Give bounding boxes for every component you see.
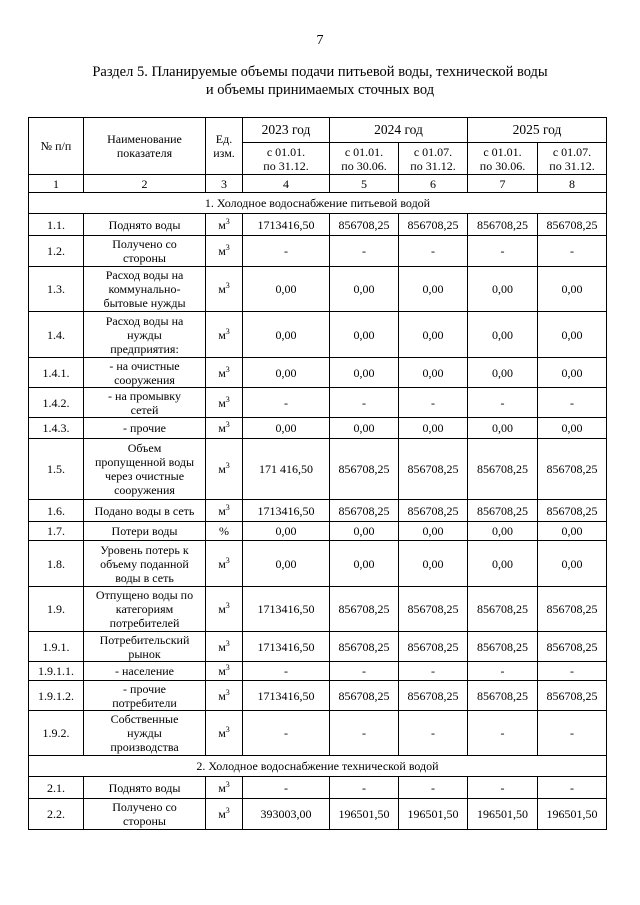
row-value: 0,00 bbox=[243, 312, 330, 358]
row-value: - bbox=[399, 236, 468, 267]
row-value: 856708,25 bbox=[399, 214, 468, 236]
row-number: 1.2. bbox=[29, 236, 84, 267]
unit-text: м bbox=[218, 462, 226, 476]
row-name bbox=[84, 388, 206, 418]
row-value: 0,00 bbox=[538, 267, 607, 312]
row-value: 0,00 bbox=[538, 418, 607, 439]
row-value: 0,00 bbox=[468, 418, 538, 439]
row-value: 856708,25 bbox=[330, 632, 399, 662]
row-number: 1.9. bbox=[29, 587, 84, 632]
row-value: 196501,50 bbox=[399, 799, 468, 830]
unit-text: м bbox=[218, 421, 226, 435]
row-value: 196501,50 bbox=[330, 799, 399, 830]
unit-text: м bbox=[218, 639, 226, 654]
table-row bbox=[29, 267, 607, 312]
row-value: 856708,25 bbox=[330, 500, 399, 522]
row-value: 0,00 bbox=[330, 418, 399, 439]
column-number: 7 bbox=[468, 175, 538, 193]
row-number: 1.4.1. bbox=[29, 358, 84, 388]
table-row bbox=[29, 312, 607, 358]
row-name-line: сооружения bbox=[114, 483, 175, 497]
row-value: 856708,25 bbox=[399, 681, 468, 711]
row-value: 856708,25 bbox=[468, 500, 538, 522]
header-period: с 01.01. по 30.06. bbox=[330, 143, 399, 175]
row-number: 1.9.1.1. bbox=[29, 662, 84, 681]
column-number: 2 bbox=[84, 175, 206, 193]
column-number: 4 bbox=[243, 175, 330, 193]
row-value: - bbox=[330, 711, 399, 756]
unit-superscript: 3 bbox=[225, 364, 230, 374]
row-unit bbox=[206, 587, 243, 632]
column-number: 3 bbox=[206, 175, 243, 193]
row-name-line: нужды bbox=[127, 327, 162, 342]
row-value: 856708,25 bbox=[538, 587, 607, 632]
row-value: 856708,25 bbox=[399, 632, 468, 662]
unit-superscript: 3 bbox=[225, 243, 230, 252]
header-period: с 01.07. по 31.12. bbox=[399, 143, 468, 175]
row-name-line: через очистные bbox=[104, 469, 185, 483]
row-name-line: Объем bbox=[127, 441, 162, 455]
unit-text: м bbox=[218, 664, 226, 678]
column-number-row bbox=[29, 175, 607, 193]
row-number: 1.8. bbox=[29, 541, 84, 587]
row-value: 0,00 bbox=[399, 541, 468, 587]
table-row bbox=[29, 522, 607, 541]
row-name bbox=[84, 418, 206, 439]
row-number: 1.3. bbox=[29, 267, 84, 312]
page-title bbox=[0, 63, 640, 99]
row-name-line: - прочие bbox=[123, 681, 166, 696]
row-name-line: пропущенной воды bbox=[94, 455, 195, 469]
row-name-line: стороны bbox=[123, 814, 166, 828]
row-value: 0,00 bbox=[468, 267, 538, 312]
column-number: 1 bbox=[29, 175, 84, 193]
row-value: 856708,25 bbox=[468, 632, 538, 662]
row-value: 0,00 bbox=[330, 358, 399, 388]
unit-text: м bbox=[218, 327, 226, 342]
unit-text: м bbox=[218, 282, 226, 296]
row-unit bbox=[206, 312, 243, 358]
header-year-2025: 2025 год bbox=[468, 118, 607, 143]
unit-superscript: 3 bbox=[225, 638, 230, 648]
row-name bbox=[84, 358, 206, 388]
row-value: 0,00 bbox=[468, 522, 538, 541]
row-name-line: сетей bbox=[130, 402, 159, 417]
row-name bbox=[84, 799, 206, 830]
row-value: 0,00 bbox=[243, 522, 330, 541]
row-name-line: - на очистные bbox=[109, 358, 180, 373]
unit-superscript: 3 bbox=[225, 281, 230, 290]
table-row bbox=[29, 418, 607, 439]
row-name bbox=[84, 500, 206, 522]
row-value: 856708,25 bbox=[330, 214, 399, 236]
row-value: 0,00 bbox=[399, 522, 468, 541]
row-value: - bbox=[243, 236, 330, 267]
row-name-line: предприятия: bbox=[110, 341, 179, 356]
row-number: 1.1. bbox=[29, 214, 84, 236]
row-value: 1713416,50 bbox=[243, 214, 330, 236]
row-name bbox=[84, 662, 206, 681]
row-unit bbox=[206, 439, 243, 500]
row-value: 0,00 bbox=[243, 358, 330, 388]
row-number: 2.1. bbox=[29, 777, 84, 799]
header-year-2023: 2023 год bbox=[243, 118, 330, 143]
row-name-line: Поднято воды bbox=[108, 217, 181, 232]
row-name-line: - на промывку bbox=[108, 388, 181, 403]
unit-superscript: 3 bbox=[225, 394, 230, 404]
column-number: 6 bbox=[399, 175, 468, 193]
title-line-1: Раздел 5. Планируемые объемы подачи питьевой воды, технической воды bbox=[92, 64, 548, 80]
row-value: - bbox=[538, 711, 607, 756]
row-value: 0,00 bbox=[243, 541, 330, 587]
row-value: 0,00 bbox=[468, 312, 538, 358]
row-unit bbox=[206, 632, 243, 662]
row-value: 856708,25 bbox=[468, 681, 538, 711]
unit-text: м bbox=[218, 244, 226, 258]
header-unit: Ед. изм. bbox=[206, 118, 243, 175]
row-name-line: объему поданной bbox=[100, 556, 189, 571]
row-name-line: Отпущено воды по bbox=[95, 588, 194, 602]
row-number: 1.9.2. bbox=[29, 711, 84, 756]
header-row-years bbox=[29, 118, 607, 143]
row-value: 856708,25 bbox=[330, 439, 399, 500]
unit-text: м bbox=[218, 503, 226, 518]
row-number: 1.6. bbox=[29, 500, 84, 522]
row-value: 856708,25 bbox=[399, 500, 468, 522]
unit-superscript: 3 bbox=[225, 461, 230, 470]
water-volumes-table bbox=[28, 117, 607, 830]
row-name-line: стороны bbox=[123, 251, 166, 265]
row-value: - bbox=[243, 388, 330, 418]
row-name-line: Подано воды в сеть bbox=[94, 503, 195, 518]
header-name: Наименование показателя bbox=[84, 118, 206, 175]
table-row bbox=[29, 681, 607, 711]
row-name-line: - прочие bbox=[123, 421, 166, 435]
row-name-line: рынок bbox=[128, 646, 161, 661]
table-row bbox=[29, 777, 607, 799]
row-value: 856708,25 bbox=[399, 439, 468, 500]
row-name-line: производства bbox=[110, 740, 179, 754]
unit-text: м bbox=[218, 726, 226, 740]
header-period: с 01.01. по 30.06. bbox=[468, 143, 538, 175]
row-value: 856708,25 bbox=[538, 214, 607, 236]
row-value: 0,00 bbox=[538, 522, 607, 541]
table-row bbox=[29, 711, 607, 756]
row-value: - bbox=[468, 236, 538, 267]
row-unit bbox=[206, 358, 243, 388]
row-name-line: сооружения bbox=[114, 372, 175, 387]
row-value: - bbox=[399, 711, 468, 756]
row-value: 856708,25 bbox=[468, 587, 538, 632]
row-value: 393003,00 bbox=[243, 799, 330, 830]
row-unit bbox=[206, 777, 243, 799]
row-value: 0,00 bbox=[399, 312, 468, 358]
header-period: с 01.07. по 31.12. bbox=[538, 143, 607, 175]
row-name bbox=[84, 632, 206, 662]
row-number: 1.4.2. bbox=[29, 388, 84, 418]
table-row bbox=[29, 587, 607, 632]
section-title: 1. Холодное водоснабжение питьевой водой bbox=[29, 193, 607, 214]
row-name-line: Потери воды bbox=[111, 524, 178, 538]
row-value: 856708,25 bbox=[538, 632, 607, 662]
row-name-line: Собственные bbox=[110, 712, 179, 726]
row-name bbox=[84, 439, 206, 500]
row-value: 0,00 bbox=[538, 358, 607, 388]
row-value: 171 416,50 bbox=[243, 439, 330, 500]
unit-text: м bbox=[218, 217, 226, 232]
row-unit bbox=[206, 711, 243, 756]
row-name-line: - население bbox=[114, 664, 175, 678]
row-unit bbox=[206, 418, 243, 439]
unit-superscript: 3 bbox=[225, 663, 230, 672]
row-value: 0,00 bbox=[243, 418, 330, 439]
row-value: 0,00 bbox=[330, 522, 399, 541]
row-value: - bbox=[330, 388, 399, 418]
row-unit bbox=[206, 267, 243, 312]
table-row bbox=[29, 632, 607, 662]
row-unit bbox=[206, 388, 243, 418]
unit-superscript: 3 bbox=[225, 687, 230, 697]
unit-text: м bbox=[218, 395, 226, 410]
unit-text: м bbox=[218, 602, 226, 616]
column-number: 5 bbox=[330, 175, 399, 193]
row-name bbox=[84, 541, 206, 587]
row-value: 856708,25 bbox=[330, 681, 399, 711]
row-value: 856708,25 bbox=[468, 439, 538, 500]
row-value: - bbox=[243, 662, 330, 681]
section-header-row bbox=[29, 756, 607, 777]
table-row bbox=[29, 662, 607, 681]
unit-superscript: 3 bbox=[225, 806, 230, 815]
row-value: 0,00 bbox=[399, 358, 468, 388]
section-title: 2. Холодное водоснабжение технической водой bbox=[29, 756, 607, 777]
row-value: 0,00 bbox=[468, 541, 538, 587]
row-value: 0,00 bbox=[330, 312, 399, 358]
unit-text: м bbox=[218, 807, 226, 821]
row-value: 0,00 bbox=[468, 358, 538, 388]
row-name bbox=[84, 587, 206, 632]
table-row bbox=[29, 388, 607, 418]
section-header-row bbox=[29, 193, 607, 214]
row-number: 1.4.3. bbox=[29, 418, 84, 439]
row-name-line: потребители bbox=[112, 695, 177, 710]
row-name bbox=[84, 236, 206, 267]
unit-superscript: 3 bbox=[225, 725, 230, 734]
unit-text: м bbox=[218, 556, 226, 571]
row-value: - bbox=[468, 777, 538, 799]
row-name-line: Расход воды на bbox=[105, 268, 184, 282]
title-line-2: и объемы принимаемых сточных вод bbox=[205, 82, 435, 98]
row-unit bbox=[206, 541, 243, 587]
table-row bbox=[29, 500, 607, 522]
row-value: - bbox=[243, 711, 330, 756]
header-period: с 01.01. по 31.12. bbox=[243, 143, 330, 175]
row-number: 1.4. bbox=[29, 312, 84, 358]
row-name bbox=[84, 312, 206, 358]
row-value: 1713416,50 bbox=[243, 500, 330, 522]
page-number: 7 bbox=[316, 33, 324, 48]
unit-superscript: 3 bbox=[225, 601, 230, 610]
row-value: 0,00 bbox=[538, 312, 607, 358]
header-year-2024: 2024 год bbox=[330, 118, 468, 143]
unit-text: м bbox=[218, 365, 226, 380]
row-name-line: Получено со bbox=[112, 800, 177, 814]
row-value: 196501,50 bbox=[468, 799, 538, 830]
row-name-line: Уровень потерь к bbox=[100, 542, 189, 557]
row-number: 1.9.1.2. bbox=[29, 681, 84, 711]
row-number: 1.7. bbox=[29, 522, 84, 541]
row-value: - bbox=[538, 662, 607, 681]
row-value: - bbox=[330, 777, 399, 799]
unit-superscript: 3 bbox=[225, 216, 230, 226]
row-value: - bbox=[399, 388, 468, 418]
row-number: 2.2. bbox=[29, 799, 84, 830]
column-number: 8 bbox=[538, 175, 607, 193]
row-value: - bbox=[538, 236, 607, 267]
row-name-line: Расход воды на bbox=[105, 313, 184, 328]
row-unit bbox=[206, 214, 243, 236]
row-name bbox=[84, 711, 206, 756]
row-value: - bbox=[330, 662, 399, 681]
row-value: - bbox=[399, 777, 468, 799]
table-row bbox=[29, 439, 607, 500]
table-row bbox=[29, 358, 607, 388]
row-name-line: Поднято воды bbox=[108, 780, 181, 795]
row-name bbox=[84, 681, 206, 711]
row-number: 1.5. bbox=[29, 439, 84, 500]
row-unit bbox=[206, 799, 243, 830]
row-value: 856708,25 bbox=[330, 587, 399, 632]
row-value: - bbox=[468, 388, 538, 418]
unit-superscript: 3 bbox=[225, 779, 230, 789]
row-value: 0,00 bbox=[399, 418, 468, 439]
row-value: - bbox=[468, 662, 538, 681]
row-name-line: потребителей bbox=[109, 616, 180, 630]
row-value: 1713416,50 bbox=[243, 632, 330, 662]
row-value: - bbox=[243, 777, 330, 799]
unit-text: м bbox=[218, 688, 226, 703]
row-unit bbox=[206, 522, 243, 541]
row-name-line: Потребительский bbox=[99, 632, 190, 647]
unit-superscript: 3 bbox=[225, 555, 230, 565]
row-number: 1.9.1. bbox=[29, 632, 84, 662]
row-name bbox=[84, 777, 206, 799]
unit-text: м bbox=[218, 780, 226, 795]
row-name bbox=[84, 214, 206, 236]
row-value: - bbox=[399, 662, 468, 681]
row-unit bbox=[206, 236, 243, 267]
row-value: - bbox=[538, 388, 607, 418]
row-value: 0,00 bbox=[330, 541, 399, 587]
row-value: - bbox=[538, 777, 607, 799]
row-value: 0,00 bbox=[330, 267, 399, 312]
row-value: 0,00 bbox=[538, 541, 607, 587]
row-name-line: категориям bbox=[115, 602, 174, 616]
row-value: 856708,25 bbox=[468, 214, 538, 236]
row-name-line: нужды bbox=[127, 726, 162, 740]
table-row bbox=[29, 541, 607, 587]
row-value: 196501,50 bbox=[538, 799, 607, 830]
row-value: 856708,25 bbox=[399, 587, 468, 632]
row-value: 0,00 bbox=[399, 267, 468, 312]
table-row bbox=[29, 236, 607, 267]
row-name-line: коммунально- bbox=[108, 282, 181, 296]
row-name-line: Получено со bbox=[112, 237, 177, 251]
header-num: № п/п bbox=[29, 118, 84, 175]
table-row bbox=[29, 799, 607, 830]
unit-superscript: 3 bbox=[225, 502, 230, 512]
row-name bbox=[84, 522, 206, 541]
unit-superscript: 3 bbox=[225, 420, 230, 429]
row-value: 1713416,50 bbox=[243, 587, 330, 632]
row-name-line: воды в сеть bbox=[115, 570, 174, 585]
unit-text: % bbox=[219, 524, 229, 538]
row-value: 856708,25 bbox=[538, 439, 607, 500]
row-unit bbox=[206, 662, 243, 681]
row-value: 0,00 bbox=[243, 267, 330, 312]
row-unit bbox=[206, 681, 243, 711]
row-unit bbox=[206, 500, 243, 522]
row-value: 856708,25 bbox=[538, 500, 607, 522]
row-name-line: бытовые нужды bbox=[103, 296, 186, 310]
row-value: 1713416,50 bbox=[243, 681, 330, 711]
row-value: 856708,25 bbox=[538, 681, 607, 711]
row-value: - bbox=[330, 236, 399, 267]
unit-superscript: 3 bbox=[225, 326, 230, 336]
row-value: - bbox=[468, 711, 538, 756]
row-name bbox=[84, 267, 206, 312]
table-row bbox=[29, 214, 607, 236]
